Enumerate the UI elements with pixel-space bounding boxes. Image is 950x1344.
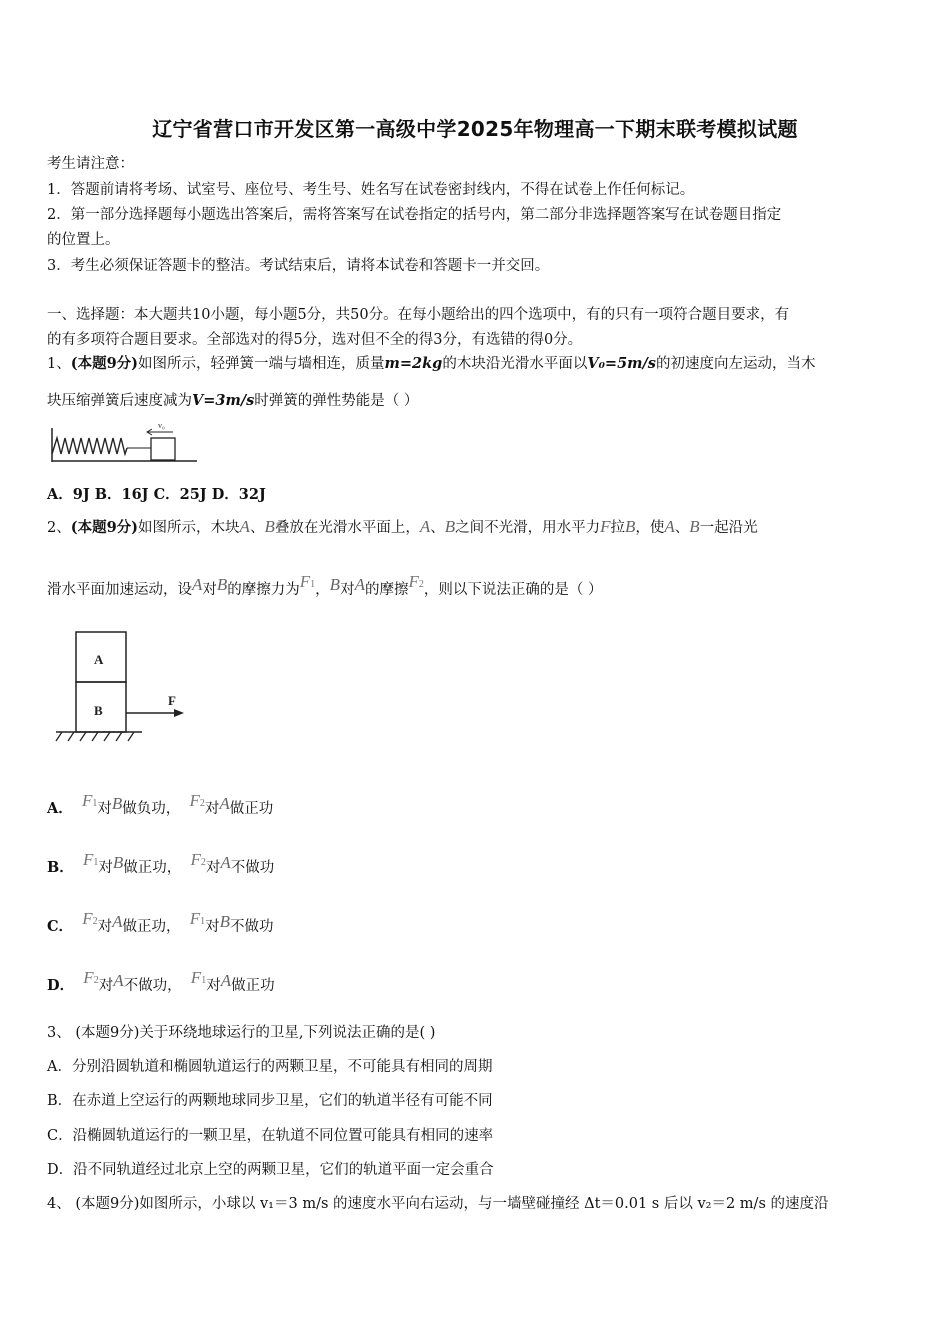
- q2-text: 叠放在光滑水平面上，: [274, 520, 420, 536]
- spring-block-figure: [47, 418, 202, 466]
- q2-text: 的摩擦: [364, 582, 409, 598]
- question-4-stem: 4、 (本题9分)如图所示，小球以 v₁＝3 m/s 的速度水平向右运动，与一墙壁碰撞经 Δt＝0.01 s 后以 v₂＝2 m/s 的速度沿: [47, 1196, 829, 1212]
- page-title: 辽宁省营口市开发区第一高级中学2025年物理高一下期末联考模拟试题: [152, 117, 798, 141]
- question-2-line-2: [47, 572, 603, 599]
- notice-item: 1．答题前请将考场、试室号、座位号、考生号、姓名写在试卷密封线内，不得在试卷上作任何标记。: [47, 182, 695, 198]
- q2-text: 滑水平面加速运动，设: [47, 582, 192, 598]
- var-F2: F2: [408, 572, 424, 591]
- q1-text: 的木块沿光滑水平面以: [442, 356, 588, 372]
- q2-option-A: A． F1对B做负功， F2对A做正功: [47, 791, 274, 817]
- var-F1: F1: [299, 572, 316, 591]
- q2-text: 的摩擦力为: [227, 582, 300, 598]
- block-B-label: B: [94, 703, 103, 718]
- ground-hatch: [56, 732, 134, 741]
- q2-text: ，: [315, 582, 330, 598]
- question-3-stem: 3、 (本题9分)关于环绕地球运行的卫星,下列说法正确的是( ): [47, 1025, 436, 1041]
- spring: [52, 438, 127, 454]
- q3-option-C: C．沿椭圆轨道运行的一颗卫星，在轨道不同位置可能具有相同的速率: [47, 1128, 494, 1144]
- q2-text: ，则以下说法正确的是（ ）: [423, 582, 603, 598]
- q2-text: 对: [202, 582, 217, 598]
- q2-text: 之间不光滑，用水平力: [455, 520, 601, 536]
- q2-option-B: B． F1对B做正功， F2对A不做功: [47, 850, 275, 876]
- notice-item: 的位置上。: [47, 232, 120, 248]
- q2-text: 、: [674, 520, 690, 536]
- notice-item: 3．考生必须保证答题卡的整洁。考试结束后，请将本试卷和答题卡一并交回。: [47, 258, 550, 274]
- q1-mass: m=2kg: [384, 355, 443, 372]
- notice-heading: 考生请注意：: [47, 156, 134, 172]
- var-A: A: [419, 517, 431, 536]
- stacked-blocks-figure: [52, 628, 192, 748]
- q2-text: 一起沿光: [699, 520, 758, 536]
- q1-v0: V₀=5m/s: [587, 355, 656, 372]
- question-2-line-1: [47, 516, 758, 537]
- var-B: B: [216, 575, 228, 594]
- q2-text: 对: [340, 582, 355, 598]
- q2-number: 2、: [47, 520, 71, 536]
- block: [151, 438, 175, 460]
- var-B: B: [689, 517, 700, 536]
- section-intro: 一、选择题：本大题共10小题，每小题5分，共50分。在每小题给出的四个选项中，有的只有一项符合题目要求，有: [47, 307, 790, 323]
- q1-options: A．9J B．16J C．25J D．32J: [47, 486, 266, 503]
- question-1-line-1: [47, 352, 815, 373]
- q2-points: (本题9分): [70, 519, 139, 536]
- q1-text: 时弹簧的弹性势能是（ ）: [254, 393, 419, 409]
- q2-text: 、: [430, 520, 445, 536]
- var-A: A: [239, 517, 250, 536]
- block-A-label: A: [94, 652, 104, 667]
- q3-option-A: A．分别沿圆轨道和椭圆轨道运行的两颗卫星，不可能具有相同的周期: [47, 1059, 493, 1075]
- q1-v: V=3m/s: [192, 392, 255, 409]
- q1-points: (本题9分): [70, 355, 139, 372]
- q2-text: 如图所示，木块: [138, 520, 240, 536]
- q1-text: 的初速度向左运动，当木: [655, 356, 816, 372]
- question-1-line-2: [47, 389, 418, 410]
- q2-option-C: C． F2对A做正功， F1对B不做功: [47, 909, 274, 935]
- q2-text: 、: [249, 520, 265, 536]
- var-B: B: [625, 517, 636, 536]
- q3-option-D: D．沿不同轨道经过北京上空的两颗卫星，它们的轨道平面一定会重合: [47, 1162, 494, 1178]
- var-B: B: [264, 517, 275, 536]
- section-intro: 的有多项符合题目要求。全部选对的得5分，选对但不全的得3分，有选错的得0分。: [47, 332, 583, 348]
- q1-text: 如图所示，轻弹簧一端与墙相连，质量: [138, 356, 385, 372]
- q2-option-D: D． F2对A不做功， F1对A做正功: [47, 968, 275, 994]
- var-A: A: [354, 575, 365, 594]
- q1-text: 块压缩弹簧后速度减为: [47, 393, 192, 409]
- notice-item: 2．第一部分选择题每小题选出答案后，需将答案写在试卷指定的括号内，第二部分非选择题答案写在试卷题目指定: [47, 207, 782, 223]
- var-A: A: [192, 575, 203, 594]
- var-F: F: [600, 517, 611, 536]
- var-B: B: [329, 575, 341, 594]
- q2-text: 拉: [610, 520, 625, 536]
- var-B: B: [444, 517, 456, 536]
- force-arrow-head: [174, 709, 184, 717]
- velocity-label: v₀: [158, 421, 165, 430]
- var-A: A: [664, 517, 675, 536]
- force-label: F: [168, 693, 176, 708]
- q1-number: 1、: [47, 356, 71, 372]
- q2-text: ，使: [635, 520, 665, 536]
- q3-option-B: B．在赤道上空运行的两颗地球同步卫星，它们的轨道半径有可能不同: [47, 1093, 493, 1109]
